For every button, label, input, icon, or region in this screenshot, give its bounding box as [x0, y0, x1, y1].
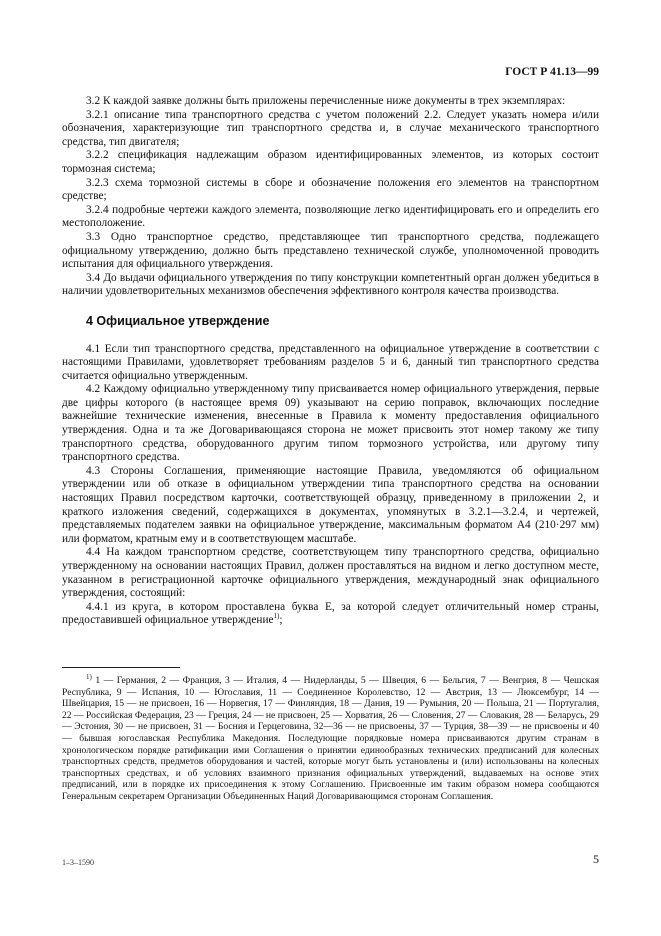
document-code-header: ГОСТ Р 41.13—99	[505, 66, 599, 78]
page-number: 5	[593, 852, 599, 866]
paragraph-3-4: 3.4 До выдачи официального утверждения по типу конструкции компетентный орган должен убедиться в наличии удовлетворительных механизмов обеспечения эффективного контроля качества производства.	[62, 271, 599, 298]
paragraph-3-3: 3.3 Одно транспортное средство, представляющее тип транспортного средства, подлежащего официальному утверждению, должно быть представлено технической службе, уполномоченной проводить испытания для официального утверждения.	[62, 230, 599, 271]
print-code: 1–3–1590	[62, 858, 94, 867]
paragraph-4-4: 4.4 На каждом транспортном средстве, соответствующем типу транспортного средства, официально утвержденному на основании настоящих Правил, должен проставляться на видном и легко доступном месте, указанном в регистрационной карточке официального утверждения, международный знак официального утверждения, состоящий:	[62, 546, 599, 600]
section-title: 4 Официальное утверждение	[86, 313, 270, 328]
footnote-body: 1 — Германия, 2 — Франция, 3 — Италия, 4 — Нидерланды, 5 — Швеция, 6 — Бельгия, 7 — Венгрия, 8 — Чешская Республика, 9 — Испания, 10 — Югославия, 11 — Соединенное Королевство, 12 — Австрия, 13 — Люксембург, 14 — Швейцария, 15 — не присвоен, 16 — Норвегия, 17 — Финляндия, 18 — Дания, 19 — Румыния, 20 — Польша, 21 — Португалия, 22 — Российская Федерация, 23 — Греция, 24 — не присвоен, 25 — Хорватия, 26 — Словения, 27 — Словакия, 28 — Беларусь, 29 — Эстония, 30 — не присвоен, 31 — Босния и Герцеговина, 32—36 — не присвоены, 37 — Турция, 38—39 — не присвоены и 40 — бывшая югославская Республика Македония. Последующие порядковые номера присваиваются другим странам в хронологическом порядке ратификации ими Соглашения о принятии единообразных технических предписаний для колесных транспортных средств, предметов оборудования и частей, которые могут быть установлены и (или) использованы на колесных транспортных средствах, и об условиях взаимного признания официальных утверждений, выдаваемых на основе этих предписаний, или в порядке их присоединения к этому Соглашению. Присвоенные им таким образом номера сообщаются Генеральным секретарем Организации Объединенных Наций Договаривающимся сторонам Соглашения.	[62, 675, 599, 802]
paragraph-3-2-3: 3.2.3 схема тормозной системы в сборе и обозначение положения его элементов на транспортном средстве;	[62, 176, 599, 203]
paragraph-4-2: 4.2 Каждому официально утвержденному типу присваивается номер официального утверждения, первые две цифры которого (в настоящее время 09) указывают на серию поправок, включающих последние важнейшие технические изменения, внесенные в Правила к моменту предоставления официального утверждения. Одна и та же Договаривающаяся сторона не может присвоить этот номер такому же типу транспортного средства, оборудованного другим типом тормозного устройства, или другому типу транспортного средства.	[62, 383, 599, 464]
footnote-divider	[62, 667, 180, 668]
paragraph-3-2-4: 3.2.4 подробные чертежи каждого элемента, позволяющие легко идентифицировать его и определить его местоположение.	[62, 203, 599, 230]
main-text	[62, 95, 599, 628]
paragraph-4-1: 4.1 Если тип транспортного средства, представленного на официальное утверждение в соответствии с настоящими Правилами, удовлетворяет требованиям разделов 5 и 6, данный тип транспортного средства считается официально утвержденным.	[62, 342, 599, 382]
paragraph-4-4-1-text: 4.4.1 из круга, в котором проставлена буква Е, за которой следует отличительный номер страны, предоставившей официальное утверждение	[62, 600, 599, 627]
paragraph-3-2: 3.2 К каждой заявке должны быть приложены перечисленные ниже документы в трех экземплярах:	[86, 95, 566, 107]
paragraph-3-2-2: 3.2.2 спецификация надлежащим образом идентифицированных элементов, из которых состоит тормозная система;	[62, 149, 599, 175]
paragraph-4-4-1-end: ;	[279, 614, 283, 627]
paragraph-4-4-1	[62, 601, 599, 628]
footnote	[62, 672, 599, 803]
footnote-text	[62, 672, 599, 803]
paragraph-3-2-1: 3.2.1 описание типа транспортного средства с учетом положений 2.2. Следует указать номера и/или обозначения, характеризующие тип транспортного средства и, в случае механического транспортного средства, тип двигателя;	[62, 108, 599, 148]
paragraph-4-3: 4.3 Стороны Соглашения, применяющие настоящие Правила, уведомляются об официальном утверждении или об отказе в официальном утверждении типа транспортного средства на основании настоящих Правил посредством карточки, соответствующей образцу, приведенному в приложении 2, и краткого изложения сведений, содержащихся в документах, упомянутых в 3.2.1—3.2.4, и чертежей, представляемых подателем заявки на официальное утверждение, максимальным форматом А4 (210·297 мм) или форматом, кратным ему и в соответствующем масштабе.	[62, 464, 599, 545]
footnote-marker: 1)	[86, 672, 92, 681]
footnote-reference: 1)	[273, 612, 280, 621]
